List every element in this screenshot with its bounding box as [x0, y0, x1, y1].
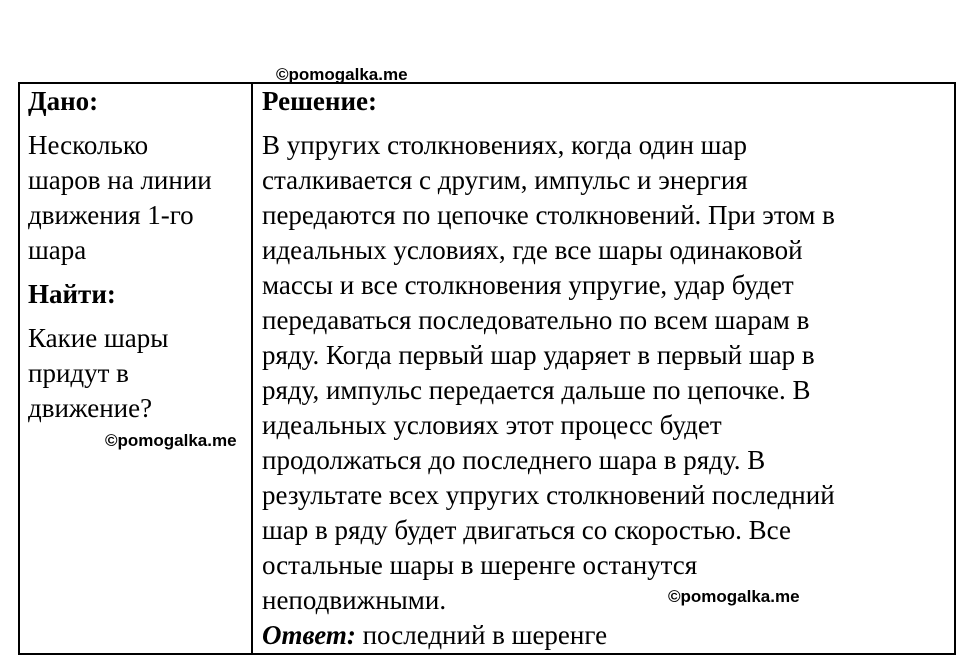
given-heading: Дано: — [28, 86, 99, 116]
answer-label: Ответ: — [262, 620, 356, 650]
column-divider — [251, 82, 253, 655]
watermark-left: ©pomogalka.me — [105, 431, 237, 450]
given-line: шара — [28, 235, 87, 265]
given-line: Несколько — [28, 130, 149, 160]
given-column — [28, 84, 248, 426]
solution-line: идеальных условиях этот процесс будет — [262, 410, 722, 440]
given-line: движения 1-го — [28, 200, 194, 230]
solution-line: неподвижными. — [262, 585, 447, 615]
solution-line: массы и все столкновения упругие, удар будет — [262, 270, 794, 300]
given-line: шаров на линии — [28, 165, 212, 195]
solution-column — [262, 84, 952, 653]
watermark-bottom: ©pomogalka.me — [668, 587, 800, 606]
solution-line: передаются по цепочке столкновений. При этом в — [262, 200, 835, 230]
solution-line: передаваться последовательно по всем шарам в — [262, 305, 810, 335]
solution-heading: Решение: — [262, 86, 377, 116]
solution-line: продолжаться до последнего шара в ряду. В — [262, 445, 766, 475]
solution-line: результате всех упругих столкновений последний — [262, 480, 835, 510]
solution-line: ряду, импульс передается дальше по цепочке. В — [262, 375, 811, 405]
watermark-top: ©pomogalka.me — [276, 65, 408, 84]
find-line: Какие шары — [28, 323, 169, 353]
solution-line: ряду. Когда первый шар ударяет в первый шар в — [262, 340, 815, 370]
solution-line: остальные шары в шеренге останутся — [262, 550, 698, 580]
solution-line: шар в ряду будет двигаться со скоростью. Все — [262, 515, 791, 545]
solution-line: идеальных условиях, где все шары одинаковой — [262, 235, 803, 265]
answer-line — [262, 618, 952, 653]
find-line: движение? — [28, 393, 153, 423]
find-heading: Найти: — [28, 279, 116, 309]
answer-text: последний в шеренге — [355, 620, 608, 650]
find-line: придут в — [28, 358, 129, 388]
solution-line: В упругих столкновениях, когда один шар — [262, 130, 747, 160]
solution-line: сталкивается с другим, импульс и энергия — [262, 165, 748, 195]
